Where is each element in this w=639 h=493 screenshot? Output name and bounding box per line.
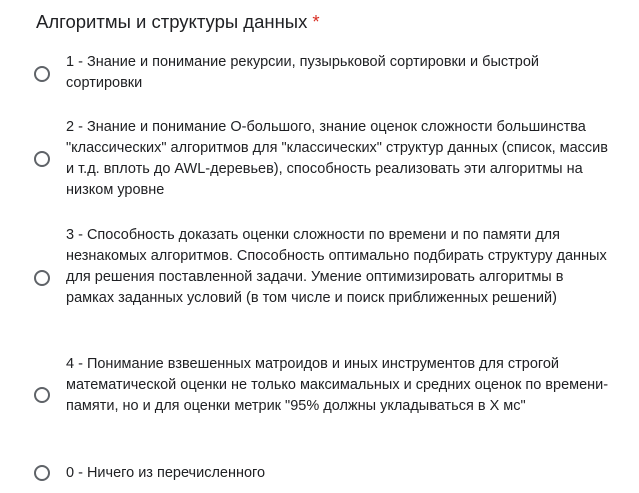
radio-button[interactable] bbox=[34, 151, 50, 167]
radio-option-4[interactable] bbox=[0, 354, 639, 438]
option-label[interactable]: 1 - Знание и понимание рекурсии, пузырьковой сортировки и быстрой сортировки bbox=[66, 54, 539, 91]
radio-button[interactable] bbox=[34, 387, 50, 403]
required-asterisk: * bbox=[312, 11, 320, 32]
radio-option-2[interactable] bbox=[0, 117, 639, 201]
radio-option-5[interactable] bbox=[0, 463, 639, 485]
radio-button[interactable] bbox=[34, 66, 50, 82]
option-label[interactable]: 0 - Ничего из перечисленного bbox=[66, 465, 266, 481]
radio-option-3[interactable] bbox=[0, 225, 639, 331]
radio-button[interactable] bbox=[34, 270, 50, 286]
option-label[interactable]: 4 - Понимание взвешенных матроидов и иных инструментов для строгой математической оценки не только максимальных и средних оценок по времени-памяти, но и для оценки метрик "95% должны укладываться в Х мс" bbox=[66, 356, 609, 414]
radio-option-1[interactable] bbox=[0, 52, 639, 96]
radio-button[interactable] bbox=[34, 465, 50, 481]
option-label[interactable]: 3 - Способность доказать оценки сложности по времени и по памяти для незнакомых алгоритмов. Способность оптимально подбирать структуру данных для решения поставленной задачи. Умение оптимизировать алгоритмы в рамках заданных условий (в том числе и поиск приближенных решений) bbox=[66, 227, 607, 306]
question-title bbox=[36, 10, 320, 34]
option-label[interactable]: 2 - Знание и понимание О-большого, знание оценок сложности большинства "классических" алгоритмов для "классических" структур данных (список, массив и т.д. вплоть до AWL-деревьев), способность реализовать эти алгоритмы на низком уровне bbox=[66, 119, 608, 198]
question-title-text: Алгоритмы и структуры данных bbox=[36, 11, 308, 32]
